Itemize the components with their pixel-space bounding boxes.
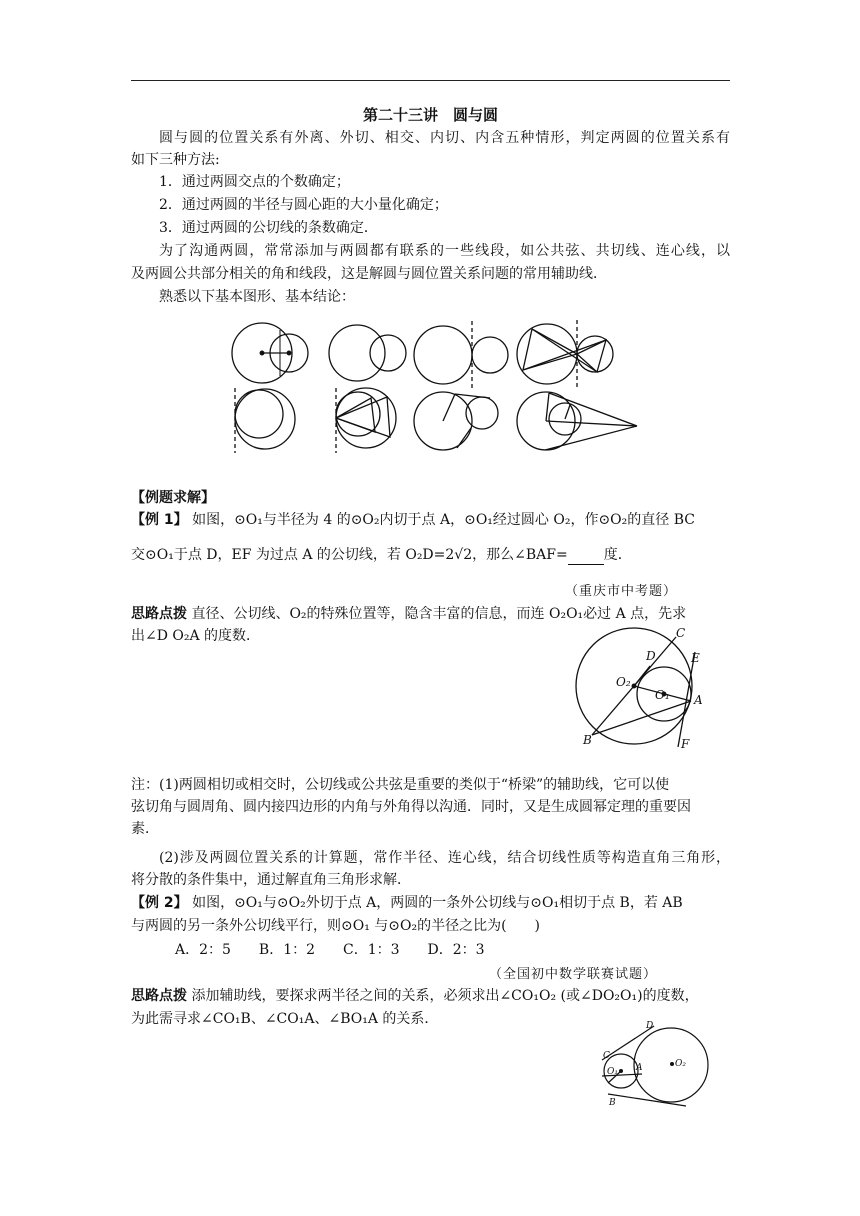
example-1-text-1: 如图，⊙O₁与半径为 4 的⊙O₂内切于点 A，⊙O₁经过圆心 O₂，作⊙O₂的直径 BC — [192, 512, 695, 528]
example-2-options: A．2：5 B．1：2 C．1：3 D．2：3 — [175, 942, 485, 958]
example-2-hint-text-1: 添加辅助线，要探求两半径之间的关系，必须求出∠CO₁O₂ (或∠DO₂O₁)的度数， — [191, 988, 699, 1004]
example-2-figure — [598, 1018, 718, 1108]
figure-tangent-triangles — [517, 320, 613, 388]
example-1-text-2d: 度． — [603, 547, 632, 563]
label-F: F — [681, 737, 690, 751]
label-O1: O₁ — [655, 688, 670, 702]
lecture-title: 第二十三讲 圆与圆 — [362, 106, 498, 124]
intro-paragraph-1: 圆与圆的位置关系有外离、外切、相交、内切、内含五种情形，判定两圆的位置关系有 — [159, 130, 730, 146]
example-1-line-2 — [131, 545, 730, 565]
label-A: A — [694, 693, 703, 707]
label-O2: O₂ — [675, 1059, 686, 1069]
note-1-line-2: 弦切角与圆周角、圆内接四边形的内角与外角得以沟通．同时，又是生成圆幂定理的重要因 — [131, 799, 691, 815]
example-2-text-1: 如图，⊙O₁与⊙O₂外切于点 A，两圆的一条外公切线与⊙O₁相切于点 B，若 AB — [192, 895, 683, 911]
note-1-line-1: 注：(1)两圆相切或相交时，公切线或公共弦是重要的类似于“桥梁”的辅助线，它可以使 — [131, 777, 670, 793]
example-1-line-1 — [131, 510, 730, 530]
figure-internal-tangent-triangles — [336, 388, 396, 453]
label-D: D — [646, 1021, 654, 1031]
label-C: C — [676, 626, 686, 640]
example-2-line-1 — [131, 893, 730, 913]
example-1-text-2a: 交⊙O₁于点 D，EF 为过点 A 的公切线，若 O₂D= — [131, 547, 446, 563]
basic-figures-diagram — [225, 318, 645, 458]
method-1: 1．通过两圆交点的个数确定； — [159, 174, 350, 190]
example-2-hint-line-1 — [131, 986, 730, 1006]
intro-paragraph-3: 熟悉以下基本图形、基本结论： — [159, 289, 355, 305]
intro-paragraph-1-cont: 如下三种方法: — [131, 152, 220, 168]
label-B: B — [609, 1098, 616, 1108]
note-2-line-1: (2)涉及两圆位置关系的计算题，常作半径、连心线，结合切线性质等构造直角三角形， — [159, 850, 730, 866]
example-2-label: 【例 2】 — [131, 895, 188, 911]
example-2-hint-label: 思路点拨 — [131, 988, 187, 1004]
figure-two-intersecting — [329, 325, 406, 381]
figure-tangent-lines — [414, 392, 498, 450]
example-1-text-2c: ，那么∠BAF= — [472, 547, 568, 563]
example-1-hint-label: 思路点拨 — [131, 606, 187, 622]
figure-external-tangents-cone — [517, 392, 637, 450]
label-B: B — [583, 733, 592, 747]
label-E: E — [691, 651, 700, 665]
example-1-source: （重庆市中考题） — [565, 584, 678, 599]
header-rule — [131, 80, 730, 81]
intro-paragraph-2-cont: 及两圆公共部分相关的角和线段，这是解圆与圆位置关系问题的常用辅助线． — [131, 266, 607, 282]
label-O1: O₁ — [607, 1067, 618, 1077]
example-1-figure — [570, 622, 720, 752]
label-O2: O₂ — [616, 675, 631, 689]
figure-external-tangent — [414, 321, 508, 388]
example-1-hint-line-2: 出∠D O₂A 的度数． — [131, 628, 261, 644]
example-1-hint-line-1 — [131, 604, 730, 624]
figure-intersecting-circles — [232, 323, 308, 383]
example-1-radical: 2√2 — [445, 547, 473, 563]
label-A: A — [636, 1063, 643, 1073]
example-2-line-2: 与两圆的另一条外公切线平行，则⊙O₁ 与⊙O₂的半径之比为( ) — [131, 918, 541, 934]
label-D: D — [646, 649, 656, 663]
answer-blank — [568, 550, 604, 565]
example-2-hint-line-2: 为此需寻求∠CO₁B、∠CO₁A、∠BO₁A 的关系． — [131, 1011, 439, 1027]
note-1-line-3: 素． — [131, 821, 159, 837]
intro-paragraph-2: 为了沟通两圆，常常添加与两圆都有联系的一些线段，如公共弦、共切线、连心线，以 — [159, 243, 730, 259]
example-1-label: 【例 1】 — [131, 512, 188, 528]
example-2-source: （全国初中数学联赛试题） — [489, 967, 658, 982]
label-C: C — [603, 1051, 610, 1061]
figure-internal-tangent — [235, 388, 295, 453]
method-2: 2．通过两圆的半径与圆心距的大小量化确定； — [159, 197, 448, 213]
example-1-hint-text-1: 直径、公切线、O₂的特殊位置等，隐含丰富的信息，而连 O₂O₁必过 A 点，先求 — [191, 606, 687, 622]
section-heading: 【例题求解】 — [131, 490, 215, 506]
note-2-line-2: 将分散的条件集中，通过解直角三角形求解． — [131, 872, 411, 888]
method-3: 3．通过两圆的公切线的条数确定． — [159, 220, 378, 236]
